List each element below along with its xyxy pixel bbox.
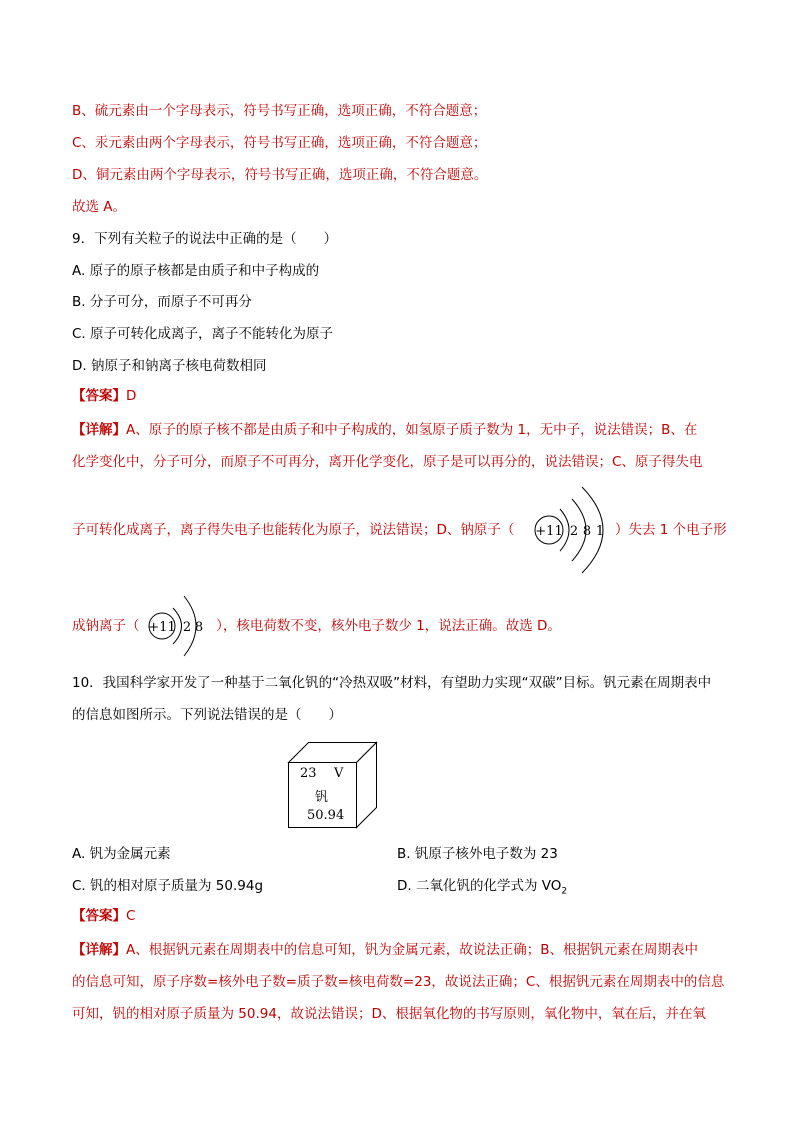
- detail-text: A、原子的原子核不都是由质子和中子构成的，如氢原子质子数为 1，无中子，说法错误；B、在: [126, 422, 698, 438]
- atom-shell-2: 8: [582, 524, 592, 539]
- element-symbol: V: [334, 766, 344, 781]
- q9-option-b: B. 分子可分，而原子不可再分: [72, 294, 252, 310]
- sodium-atom-diagram: [532, 485, 622, 580]
- q9-stem: 9．下列有关粒子的说法中正确的是（ ）: [72, 231, 338, 247]
- conclusion: 故选 A。: [72, 199, 127, 215]
- answer-value: C: [126, 908, 136, 924]
- q9-option-d: D. 钠原子和钠离子核电荷数相同: [72, 358, 267, 374]
- answer-label: 【答案】: [72, 388, 126, 404]
- q10-option-a: A. 钒为金属元素: [72, 846, 171, 862]
- element-mass: 50.94: [307, 808, 345, 823]
- q9-option-c: C. 原子可转化成离子，离子不能转化为原子: [72, 326, 334, 342]
- ion-shell-1: 2: [182, 620, 192, 635]
- q9-detail-line1: [72, 420, 697, 440]
- detail-text-4b: ），核电荷数不变，核外电子数少 1，说法正确。故选 D。: [216, 618, 561, 634]
- q10-detail-line2: 的信息可知，原子序数=核外电子数=质子数=核电荷数=23，故说法正确；C、根据钒元素在周期表中的信息: [72, 974, 725, 990]
- q10-detail-line3: 可知，钒的相对原子质量为 50.94，故说法错误；D、根据氧化物的书写原则，氧化物中，氧在后，并在氧: [72, 1006, 706, 1022]
- q10-option-c: C. 钒的相对原子质量为 50.94g: [72, 878, 264, 894]
- explanation-d: D、铜元素由两个字母表示，符号书写正确，选项正确，不符合题意。: [72, 167, 488, 183]
- element-number: 23: [300, 766, 317, 781]
- q9-detail-line3: [72, 520, 727, 540]
- q10-detail-line1: [72, 940, 698, 960]
- explanation-b: B、硫元素由一个字母表示，符号书写正确，选项正确，不符合题意；: [72, 103, 487, 119]
- q10-stem-line2: 的信息如图所示。下列说法错误的是（ ）: [72, 707, 342, 723]
- detail-text: A、根据钒元素在周期表中的信息可知，钒为金属元素，故说法正确；B、根据钒元素在周期表中: [126, 942, 698, 958]
- detail-label: 【详解】: [72, 942, 126, 958]
- detail-text-3b: ）失去 1 个电子形: [615, 522, 727, 538]
- answer-value: D: [126, 388, 137, 404]
- q10-stem-line1: 10．我国科学家开发了一种基于二氧化钒的“冷热双吸”材料，有望助力实现“双碳”目标。钒元素在周期表中: [72, 675, 712, 691]
- q9-detail-line2: 化学变化中，分子可分，而原子不可再分，离开化学变化，原子是可以再分的，说法错误；C、原子得失电: [72, 454, 703, 470]
- element-name: 钒: [315, 790, 329, 805]
- detail-label: 【详解】: [72, 422, 126, 438]
- q10-option-b: B. 钒原子核外电子数为 23: [397, 846, 558, 862]
- explanation-c: C、汞元素由两个字母表示，符号书写正确，选项正确，不符合题意；: [72, 135, 487, 151]
- answer-label: 【答案】: [72, 908, 126, 924]
- atom-shell-1: 2: [569, 524, 579, 539]
- atom-nucleus-label: +11: [535, 524, 563, 539]
- ion-shell-2: 8: [194, 620, 204, 635]
- detail-text-3a: 子可转化成离子，离子得失电子也能转化为原子，说法错误；D、钠原子（: [72, 522, 515, 538]
- ion-nucleus-label: +11: [148, 620, 176, 635]
- q10-option-d: D. 二氧化钒的化学式为 $VO_2$: [397, 878, 568, 897]
- q10-answer: [72, 906, 135, 926]
- detail-text-4a: 成钠离子（: [72, 618, 140, 634]
- sodium-ion-diagram: [146, 592, 216, 662]
- q9-option-a: A. 原子的原子核都是由质子和中子构成的: [72, 263, 320, 279]
- q9-answer: [72, 386, 136, 406]
- atom-shell-3: 1: [595, 524, 605, 539]
